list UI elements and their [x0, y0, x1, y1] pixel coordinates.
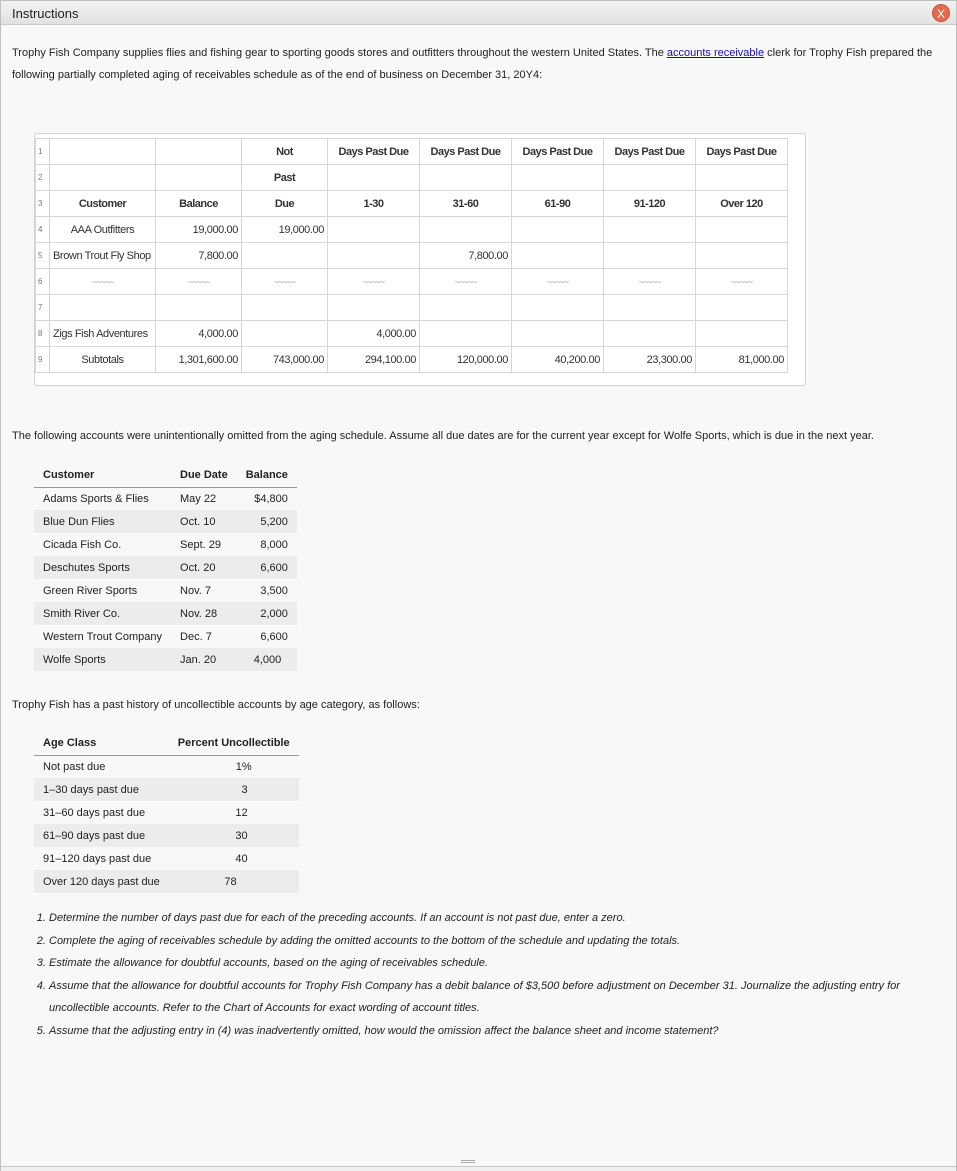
schedule-cell-value: Subtotals	[81, 353, 124, 366]
schedule-cell	[156, 269, 242, 295]
schedule-header-row	[36, 139, 788, 165]
row-number: 8	[36, 321, 50, 347]
accounts-cell: Jan. 20	[171, 648, 237, 671]
accounts-cell: 2,000	[237, 602, 297, 625]
age-cell: 91–120 days past due	[43, 852, 152, 865]
table-row	[34, 648, 297, 671]
schedule-cell	[696, 295, 788, 321]
row-number: 4	[36, 217, 50, 243]
schedule-cell	[156, 217, 242, 243]
accounts-cell: Nov. 28	[171, 602, 237, 625]
table-row	[34, 755, 299, 778]
schedule-cell	[50, 321, 156, 347]
table-row	[34, 778, 299, 801]
schedule-header-cell	[50, 139, 156, 165]
schedule-cell	[328, 347, 420, 373]
accounts-header-cell: Due Date	[171, 464, 237, 487]
close-icon[interactable]: X	[932, 4, 950, 22]
age-cell: 61–90 days past due	[34, 824, 169, 847]
schedule-cell-value: 743,000.00	[272, 353, 324, 366]
omitted-accounts-table	[34, 464, 297, 671]
accounts-cell: 6,600	[260, 630, 288, 643]
age-header-cell: Percent Uncollectible	[169, 732, 299, 755]
schedule-cell-value: ~~~~~	[730, 276, 753, 287]
age-cell: 1%	[235, 760, 252, 773]
schedule-cell-value: AAA Outfitters	[70, 223, 135, 236]
schedule-header-cell: Days Past Due	[420, 139, 512, 165]
schedule-cell-value: ~~~~~	[454, 276, 477, 287]
history-text: Trophy Fish has a past history of uncollectible accounts by age category, as follows:	[12, 699, 420, 711]
aging-schedule-sheet	[34, 133, 806, 386]
schedule-cell	[242, 347, 328, 373]
table-row	[34, 824, 299, 847]
schedule-cell-value: 19,000.00	[278, 223, 324, 236]
schedule-cell	[604, 321, 696, 347]
age-cell: Over 120 days past due	[34, 870, 169, 893]
age-cell: 40	[235, 852, 248, 865]
schedule-cell	[696, 217, 788, 243]
schedule-cell-value: Brown Trout Fly Shop	[53, 249, 151, 262]
accounts-receivable-link[interactable]: accounts receivable	[666, 47, 765, 59]
accounts-header-cell: Balance	[237, 464, 297, 487]
row-number: 7	[36, 295, 50, 321]
schedule-header-cell: 1-30	[328, 191, 420, 217]
accounts-cell: $4,800	[254, 492, 288, 505]
schedule-cell	[50, 295, 156, 321]
schedule-cell	[512, 347, 604, 373]
schedule-cell	[242, 269, 328, 295]
table-row	[34, 870, 299, 893]
window-title: Instructions	[12, 6, 79, 21]
schedule-header-cell	[604, 165, 696, 191]
schedule-header-cell	[156, 139, 242, 165]
aging-schedule-table	[35, 138, 788, 373]
table-row	[34, 801, 299, 824]
row-number: 5	[36, 243, 50, 269]
schedule-header-cell: Due	[242, 191, 328, 217]
schedule-row	[36, 269, 788, 295]
accounts-cell: 4,000	[237, 648, 297, 671]
schedule-cell	[604, 243, 696, 269]
schedule-cell-value: ~~~~~	[273, 276, 296, 287]
table-row	[34, 625, 297, 648]
accounts-cell: May 22	[180, 492, 217, 505]
age-class-table	[34, 732, 299, 893]
schedule-cell	[242, 321, 328, 347]
accounts-cell: Cicada Fish Co.	[43, 538, 122, 551]
schedule-cell	[512, 243, 604, 269]
schedule-cell-value: 7,800.00	[468, 249, 508, 262]
schedule-cell	[50, 347, 156, 373]
schedule-cell	[420, 321, 512, 347]
row-number: 9	[36, 347, 50, 373]
schedule-cell	[696, 243, 788, 269]
schedule-header-cell: Past	[242, 165, 328, 191]
row-number: 2	[36, 165, 50, 191]
schedule-cell	[696, 321, 788, 347]
accounts-cell: 6,600	[237, 556, 297, 579]
schedule-cell	[420, 347, 512, 373]
schedule-header-cell: Days Past Due	[696, 139, 788, 165]
schedule-header-cell: Days Past Due	[328, 139, 420, 165]
schedule-cell	[420, 269, 512, 295]
accounts-cell: 5,200	[237, 510, 297, 533]
schedule-cell	[156, 347, 242, 373]
table-row	[34, 602, 297, 625]
accounts-cell: Oct. 20	[171, 556, 237, 579]
schedule-cell	[512, 217, 604, 243]
bottom-scroll-bar[interactable]	[1, 1166, 956, 1171]
schedule-header-row	[36, 165, 788, 191]
schedule-cell	[242, 217, 328, 243]
age-cell: 30	[169, 824, 299, 847]
schedule-header-cell	[156, 165, 242, 191]
accounts-cell: Oct. 10	[171, 510, 237, 533]
title-bar	[1, 1, 956, 25]
schedule-header-cell: Balance	[156, 191, 242, 217]
accounts-cell: Wolfe Sports	[34, 648, 171, 671]
question-item: 2. Complete the aging of receivables schedule by adding the omitted accounts to the bottom of the schedule and updating the totals.	[49, 930, 911, 953]
schedule-cell	[156, 295, 242, 321]
age-cell: 31–60 days past due	[43, 806, 146, 819]
table-row	[34, 847, 299, 870]
table-row	[34, 487, 297, 510]
schedule-row	[36, 217, 788, 243]
row-number: 6	[36, 269, 50, 295]
accounts-cell: Green River Sports	[43, 584, 138, 597]
schedule-cell-value: 23,300.00	[646, 353, 692, 366]
accounts-header-cell: Customer	[34, 464, 171, 487]
schedule-cell-value: ~~~~~	[187, 276, 210, 287]
schedule-header-cell: Customer	[50, 191, 156, 217]
accounts-cell: Deschutes Sports	[34, 556, 171, 579]
schedule-header-cell: Not	[242, 139, 328, 165]
schedule-cell	[328, 243, 420, 269]
schedule-cell	[156, 243, 242, 269]
schedule-cell-value: 81,000.00	[738, 353, 784, 366]
schedule-cell	[156, 321, 242, 347]
schedule-cell	[50, 217, 156, 243]
table-row	[34, 579, 297, 602]
accounts-cell: Blue Dun Flies	[34, 510, 171, 533]
intro-text-end: clerk for Trophy Fish prepared the following partially completed aging of receivables schedule as of the end of business on December 31, 20Y4:	[12, 47, 933, 81]
accounts-cell: Sept. 29	[180, 538, 221, 551]
age-cell: 12	[235, 806, 248, 819]
schedule-cell-value: 1,301,600.00	[178, 353, 238, 366]
schedule-header-cell	[50, 165, 156, 191]
schedule-header-cell	[328, 165, 420, 191]
age-cell: 78	[169, 870, 299, 893]
table-row	[34, 533, 297, 556]
schedule-cell-value: 294,100.00	[364, 353, 416, 366]
schedule-cell	[242, 295, 328, 321]
question-item: 4. Assume that the allowance for doubtful accounts for Trophy Fish Company has a debit balance of $3,500 before adjustment on December 31. Journalize the adjusting entry for uncollectible accounts. Refer to the Chart of Accounts for exact wording of account titles.	[49, 975, 911, 1020]
schedule-header-row	[36, 191, 788, 217]
schedule-cell-value: 4,000.00	[376, 327, 416, 340]
schedule-cell	[328, 295, 420, 321]
schedule-cell	[604, 269, 696, 295]
row-number: 3	[36, 191, 50, 217]
schedule-cell	[512, 269, 604, 295]
accounts-cell: Nov. 7	[180, 584, 211, 597]
schedule-header-cell: Over 120	[696, 191, 788, 217]
schedule-header-cell	[512, 165, 604, 191]
omitted-accounts-text: The following accounts were unintentionally omitted from the aging schedule. Assume all due dates are for the current year except for Wolfe Sports, which is due in the next year.	[12, 430, 874, 442]
age-header-cell: Age Class	[34, 732, 169, 755]
schedule-cell	[604, 347, 696, 373]
schedule-row	[36, 295, 788, 321]
table-row	[34, 510, 297, 533]
question-item: 3. Estimate the allowance for doubtful accounts, based on the aging of receivables schedule.	[49, 952, 911, 975]
schedule-cell-value: 19,000.00	[192, 223, 238, 236]
schedule-cell	[420, 217, 512, 243]
row-number: 1	[36, 139, 50, 165]
schedule-cell-value: ~~~~~	[362, 276, 385, 287]
accounts-cell: Western Trout Company	[43, 630, 163, 643]
accounts-cell: Smith River Co.	[34, 602, 171, 625]
schedule-cell	[604, 295, 696, 321]
schedule-cell-value: ~~~~~	[91, 276, 114, 287]
schedule-cell	[604, 217, 696, 243]
intro-paragraph	[12, 42, 942, 86]
accounts-cell: Adams Sports & Flies	[43, 492, 149, 505]
schedule-cell-value: ~~~~~	[638, 276, 661, 287]
schedule-header-cell	[420, 165, 512, 191]
resize-grip-icon[interactable]	[461, 1160, 475, 1163]
intro-text-start: Trophy Fish Company supplies flies and fishing gear to sporting goods stores and outfitters throughout the western United States. The	[12, 47, 667, 59]
schedule-cell	[420, 243, 512, 269]
schedule-header-cell: 91-120	[604, 191, 696, 217]
schedule-cell	[328, 217, 420, 243]
schedule-cell	[512, 321, 604, 347]
schedule-cell-value: Zigs Fish Adventures	[53, 327, 148, 340]
accounts-cell: 8,000	[260, 538, 288, 551]
accounts-cell: Dec. 7	[180, 630, 212, 643]
table-row	[34, 556, 297, 579]
accounts-cell: 3,500	[260, 584, 288, 597]
schedule-cell-value: 120,000.00	[456, 353, 508, 366]
schedule-cell	[420, 295, 512, 321]
schedule-cell	[242, 243, 328, 269]
schedule-row	[36, 347, 788, 373]
age-cell: Not past due	[43, 760, 106, 773]
schedule-cell-value: 7,800.00	[198, 249, 238, 262]
question-item: 5. Assume that the adjusting entry in (4) was inadvertently omitted, how would the omission affect the balance sheet and income statement?	[49, 1020, 911, 1043]
schedule-cell	[50, 269, 156, 295]
schedule-cell	[328, 269, 420, 295]
schedule-cell	[328, 321, 420, 347]
schedule-cell-value: ~~~~~	[546, 276, 569, 287]
age-cell: 1–30 days past due	[34, 778, 169, 801]
schedule-cell-value: 4,000.00	[198, 327, 238, 340]
question-item: 1. Determine the number of days past due for each of the preceding accounts. If an account is not past due, enter a zero.	[49, 907, 911, 930]
schedule-cell	[50, 243, 156, 269]
schedule-header-cell: Days Past Due	[512, 139, 604, 165]
schedule-cell-value: 40,200.00	[554, 353, 600, 366]
age-cell: 3	[169, 778, 299, 801]
schedule-cell	[696, 269, 788, 295]
schedule-header-cell: Days Past Due	[604, 139, 696, 165]
schedule-header-cell	[696, 165, 788, 191]
schedule-header-cell: 61-90	[512, 191, 604, 217]
schedule-cell	[696, 347, 788, 373]
schedule-row	[36, 243, 788, 269]
schedule-header-cell: 31-60	[420, 191, 512, 217]
schedule-row	[36, 321, 788, 347]
schedule-cell	[512, 295, 604, 321]
question-list	[31, 907, 911, 1042]
